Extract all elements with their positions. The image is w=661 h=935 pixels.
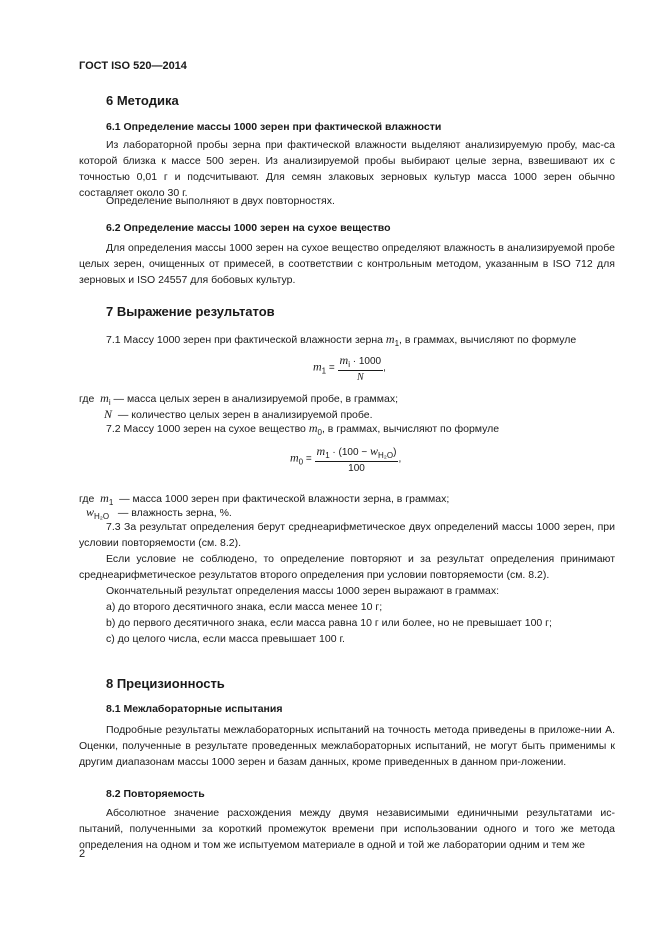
section-6-1-paragraph: Из лабораторной пробы зерна при фактической влажности выделяют анализируемую пробу, мас-са которой близка к массе 500 зерен. Из анализируемой пробы выбирают целые зерна, взвешивают их с точностью 0,01 г и подсчитывают. Для семян злаковых зерновых культур масса 1000 зерен обычно составляет около 30 г.	[79, 139, 615, 199]
formula-m0-numerator	[315, 444, 399, 462]
formula-m1-denominator: N	[356, 372, 364, 383]
where-1-lead: где	[79, 393, 95, 405]
section-6-2-paragraph: Для определения массы 1000 зерен на сухое вещество определяют влажность в анализируемой пробе целых зерен, очищенных от примесей, в соответствии с контрольным методом, указанным в ISO 712 для зерновых и ISO 24557 для бобовых культур.	[79, 242, 615, 286]
formula-m0-lhs: m	[290, 450, 299, 465]
clause-7-2-text: 7.2 Массу 1000 зерен на сухое вещество	[106, 423, 306, 435]
section-8-2-paragraph: Абсолютное значение расхождения между двумя независимыми единичными результатами ис-пытаний, полученными за короткий промежуток времени при использовании одного и того же метода определения на одном и том же испытуемом материале в одной и той же лаборатории одним и тем же	[79, 807, 615, 851]
where-2-desc-1: — масса 1000 зерен при фактической влажности зерна, в граммах;	[119, 493, 450, 505]
formula-m1-num-rest: · 1000	[349, 356, 382, 367]
clause-7-1-var: m	[385, 332, 395, 346]
formula-m1-num-sub: i	[348, 360, 350, 369]
clause-7-3-condition: Если условие не соблюдено, то определение повторяют и за результат определения принимают среднеарифметическое результатов второго определения при условии повторяемости (см. 8.2).	[79, 553, 615, 581]
section-8-1-title: 8.1 Межлабораторные испытания	[106, 703, 283, 715]
section-8-2-title: 8.2 Повторяемость	[106, 788, 205, 800]
section-6-2-title: 6.2 Определение массы 1000 зерен на сухое вещество	[106, 222, 391, 234]
formula-m0-eq: =	[305, 453, 312, 465]
formula-m1-lhs-sub: 1	[321, 366, 327, 376]
section-6-1-title: 6.1 Определение массы 1000 зерен при фактической влажности	[106, 121, 442, 133]
section-8-title: 8 Прецизионность	[106, 676, 225, 691]
formula-m1-eq: =	[328, 362, 335, 374]
clause-7-2-end: , в граммах, вычисляют по формуле	[321, 423, 500, 435]
formula-m1-lhs: m	[313, 359, 322, 374]
clause-7-2-var-sub: 0	[317, 428, 322, 438]
formula-m0-tail: ,	[398, 453, 402, 465]
where-2-var-1: m	[100, 491, 109, 505]
list-item-c: c) до целого числа, если масса превышает 100 г.	[106, 633, 345, 645]
where-1-desc-1: — масса целых зерен в анализируемой пробе, в граммах;	[113, 393, 399, 405]
where-2-lead: где	[79, 493, 95, 505]
clause-7-1-text: 7.1 Массу 1000 зерен при фактической влажности зерна	[106, 334, 383, 346]
clause-7-3-final: Окончательный результат определения массы 1000 зерен выражают в граммах:	[106, 585, 500, 597]
list-item-a: a) до второго десятичного знака, если масса менее 10 г;	[106, 601, 383, 613]
formula-m0-num-a-sub: 1	[325, 451, 330, 460]
formula-m0-lhs-sub: 0	[298, 457, 304, 467]
formula-m0-num-a: m	[316, 444, 326, 458]
section-8-1-paragraph: Подробные результаты межлабораторных испытаний на точность метода приведены в приложе-нии А. Оценки, полученные в результате проведенных межлабораторных испытаний, не могут быть применимы к другим диапазонам массы 1000 зерен и базам данных, кроме приведенных в данном при-ложении.	[79, 724, 615, 768]
clause-7-3: 7.3 За результат определения берут среднеарифметическое двух определений массы 1000 зерен, при условии повторяемости (см. 8.2).	[79, 521, 615, 549]
where-2-var-2: w	[86, 505, 95, 519]
where-2-desc-2: — влажность зерна, %.	[117, 507, 232, 519]
clause-7-2	[106, 420, 615, 441]
where-2-var-2-sub: H₂O	[94, 512, 110, 522]
clause-7-2-var: m	[308, 421, 318, 435]
section-6-title: 6 Методика	[106, 93, 179, 108]
formula-m1	[313, 353, 386, 383]
formula-m1-tail: ,	[383, 362, 386, 374]
formula-m0-denominator: 100	[348, 463, 365, 474]
clause-7-1-end: , в граммах, вычисляют по формуле	[399, 334, 577, 346]
formula-m0-num-b: · (100 −	[329, 447, 370, 458]
clause-7-1	[106, 331, 615, 352]
where-2-var-1-sub: 1	[108, 498, 114, 508]
formula-m1-fraction	[338, 353, 384, 383]
standard-header: ГОСТ ISO 520—2014	[79, 60, 187, 72]
formula-m0	[290, 444, 401, 474]
where-1-var-1-sub: i	[108, 398, 111, 408]
section-7-title: 7 Выражение результатов	[106, 304, 275, 319]
formula-m0-fraction	[315, 444, 402, 474]
clause-7-1-var-sub: 1	[394, 339, 400, 349]
formula-m0-num-c: w	[369, 444, 378, 458]
formula-m1-num-var: m	[339, 353, 349, 367]
where-1-var-1: m	[100, 391, 109, 405]
formula-m0-num-d: )	[393, 447, 397, 458]
page-number: 2	[79, 848, 86, 860]
where-1-var-2: N	[104, 407, 113, 421]
list-item-b: b) до первого десятичного знака, если масса равна 10 г или более, но не превышает 100 г;	[106, 617, 552, 629]
section-6-1-repeat-note: Определение выполняют в двух повторностях.	[106, 195, 335, 207]
where-1-desc-2: — количество целых зерен в анализируемой пробе.	[117, 409, 373, 421]
formula-m0-num-c-sub: H₂O	[377, 451, 394, 460]
formula-m1-numerator	[338, 353, 384, 371]
